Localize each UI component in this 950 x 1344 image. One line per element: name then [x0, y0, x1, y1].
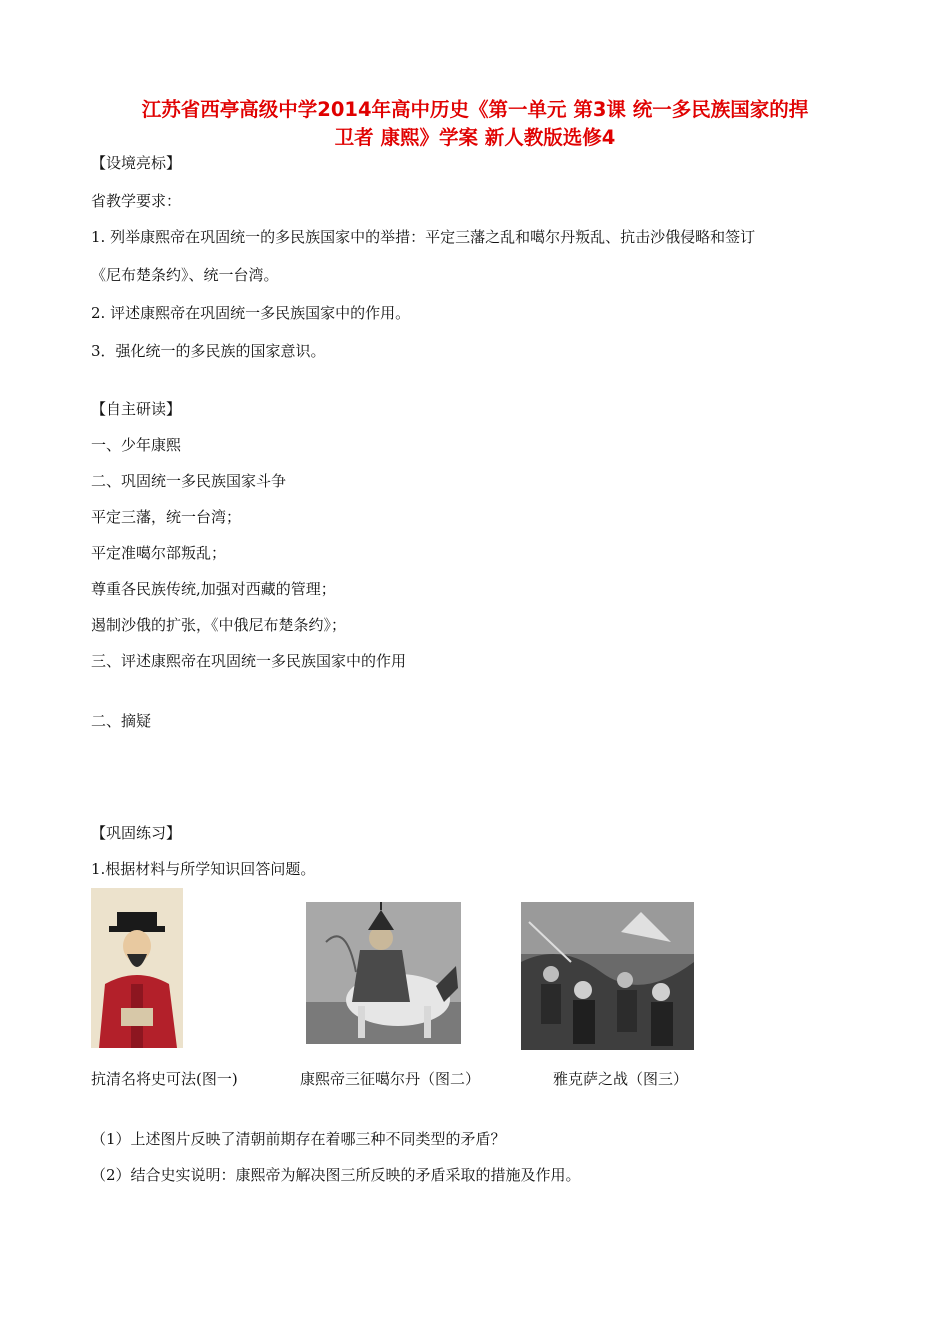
title-line-2: 卫者 康熙》学案 新人教版选修4: [334, 126, 616, 149]
study-line-2: 二、巩固统一多民族国家斗争: [91, 472, 287, 490]
figure-albazin-battle: [521, 902, 694, 1050]
study-line-1: 一、少年康熙: [91, 436, 182, 454]
figure-2-caption: 康熙帝三征噶尔丹（图二）: [300, 1070, 481, 1088]
study-line-8: 二、摘疑: [91, 712, 152, 730]
question-1: 1.根据材料与所学知识回答问题。: [91, 860, 316, 878]
study-line-6: 遏制沙俄的扩张，《中俄尼布楚条约》；: [91, 616, 347, 634]
study-line-3: 平定三藩，统一台湾；: [91, 508, 242, 526]
requirements-intro: 省教学要求：: [91, 192, 182, 210]
requirement-1-line-1: 1. 列举康熙帝在巩固统一的多民族国家中的举措：平定三藩之乱和噶尔丹叛乱、抗击沙俄侵略和签订: [91, 228, 756, 246]
study-line-4: 平定准噶尔部叛乱；: [91, 544, 227, 562]
figure-3-caption: 雅克萨之战（图三）: [553, 1070, 689, 1088]
study-line-5: 尊重各民族传统,加强对西藏的管理；: [91, 580, 336, 598]
requirement-1-line-2: 《尼布楚条约》、统一台湾。: [91, 266, 279, 284]
section-heading-setting: 【设境亮标】: [91, 154, 182, 172]
section-heading-study: 【自主研读】: [91, 400, 182, 418]
sub-question-2: （2）结合史实说明：康熙帝为解决图三所反映的矛盾采取的措施及作用。: [91, 1166, 581, 1184]
sub-question-1: （1）上述图片反映了清朝前期存在着哪三种不同类型的矛盾？: [91, 1130, 506, 1148]
section-heading-practice: 【巩固练习】: [91, 824, 182, 842]
figure-1-caption: 抗清名将史可法(图一): [91, 1070, 238, 1088]
study-line-7: 三、评述康熙帝在巩固统一多民族国家中的作用: [91, 652, 407, 670]
requirement-3: 3．强化统一的多民族的国家意识。: [91, 342, 326, 360]
document-title: [60, 96, 890, 152]
figure-kangxi-campaign: [306, 902, 461, 1044]
requirement-2: 2. 评述康熙帝在巩固统一多民族国家中的作用。: [91, 304, 411, 322]
title-line-1: 江苏省西亭高级中学2014年高中历史《第一单元 第3课 统一多民族国家的捍: [141, 98, 809, 121]
figure-shi-kefa-portrait: [91, 888, 183, 1048]
